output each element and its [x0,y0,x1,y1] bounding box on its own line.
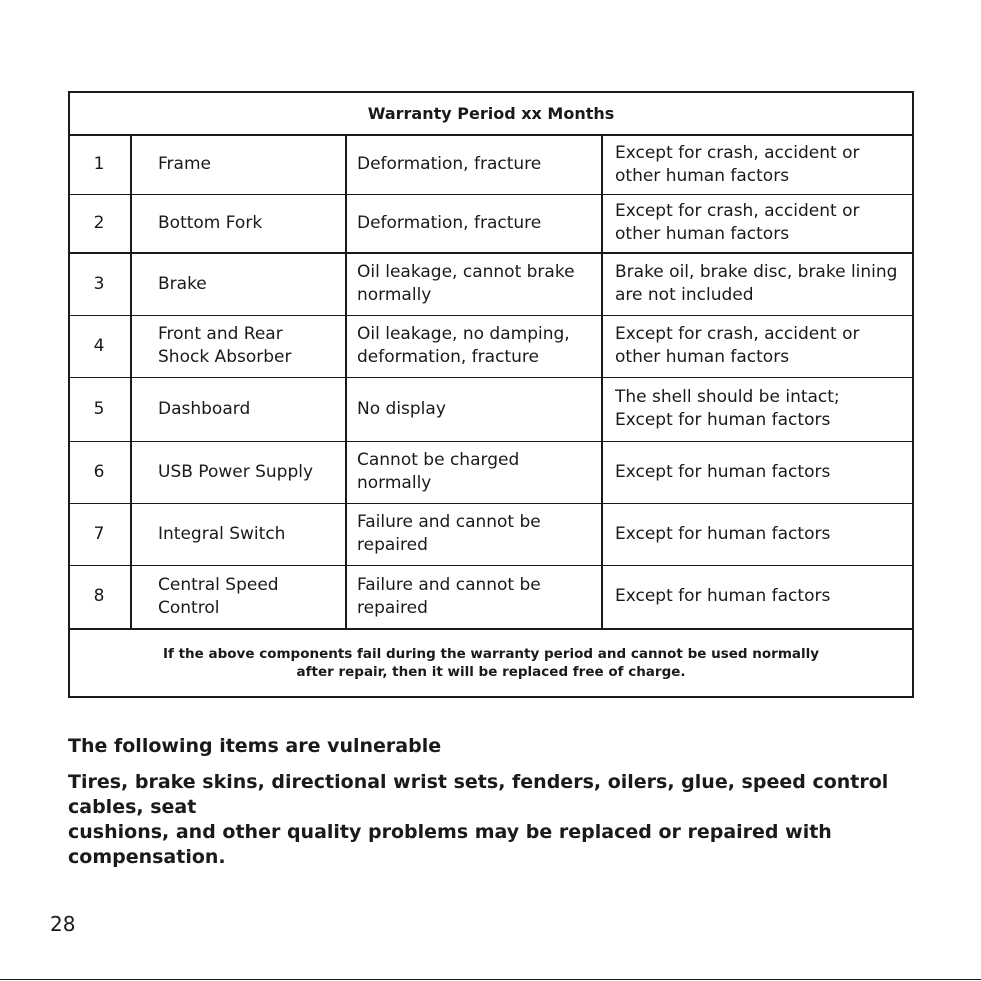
row-number: 6 [69,441,131,503]
component-name-line: Front and Rear [158,324,283,344]
fault-description-line: Deformation, fracture [357,154,542,175]
fault-description-line: normally [357,285,432,306]
row-number: 8 [69,565,131,629]
component-name-line: Central Speed [158,574,279,595]
component-name [131,315,346,377]
warranty-table [68,91,914,698]
warranty-exception [602,503,913,565]
table-row [69,377,913,441]
component-name-line: Brake [158,273,207,294]
fault-description [346,441,602,503]
fault-description-line: Failure and cannot be [357,512,541,532]
warranty-exception [602,135,913,194]
fault-description [346,253,602,315]
vulnerable-line: Tires, brake skins, directional wrist sets, fenders, oilers, glue, speed control cables, seat [68,771,889,818]
fault-description [346,135,602,194]
table-footer-row [69,629,913,697]
fault-description [346,194,602,253]
table-row [69,503,913,565]
warranty-exception-line: The shell should be intact; [615,387,840,407]
component-name [131,135,346,194]
fault-description-line: Oil leakage, cannot brake [357,262,575,283]
table-header-row [69,92,913,135]
warranty-footer-note [69,629,913,697]
row-number: 2 [69,194,131,253]
table-row [69,135,913,194]
vulnerable-line: cushions, and other quality problems may be replaced or repaired with compensation. [68,821,832,868]
warranty-title: Warranty Period xx Months [69,92,913,135]
warranty-exception-line: other human factors [615,347,790,367]
footer-line: If the above components fail during the warranty period and cannot be used normally [162,646,820,662]
warranty-exception-line: Except for human factors [615,586,831,607]
fault-description-line: Deformation, fracture [357,212,542,233]
row-number: 1 [69,135,131,194]
fault-description-line: Failure and cannot be [357,574,541,595]
warranty-exception [602,565,913,629]
row-number: 4 [69,315,131,377]
fault-description-line: repaired [357,597,428,618]
component-name [131,441,346,503]
footer-line: after repair, then it will be replaced free of charge. [296,664,686,680]
row-number: 7 [69,503,131,565]
fault-description-line: Oil leakage, no damping, [357,324,570,344]
warranty-exception-line: Brake oil, brake disc, brake lining [615,262,898,283]
warranty-exception [602,315,913,377]
warranty-exception [602,253,913,315]
component-name [131,503,346,565]
table-body [69,135,913,629]
fault-description-line: Cannot be charged [357,450,520,470]
component-name-line: Dashboard [158,398,251,419]
component-name [131,194,346,253]
warranty-exception-line: Except for crash, accident or [615,201,860,222]
warranty-exception-line: are not included [615,285,754,306]
component-name-line: Integral Switch [158,523,286,544]
warranty-exception [602,194,913,253]
warranty-exception-line: Except for human factors [615,461,831,482]
bottom-divider [0,979,981,980]
fault-description-line: No display [357,398,446,419]
vulnerable-items-title: The following items are vulnerable [68,735,442,757]
fault-description-line: deformation, fracture [357,347,539,367]
warranty-exception-line: Except for crash, accident or [615,142,860,163]
component-name [131,377,346,441]
fault-description-line: normally [357,473,432,493]
warranty-exception-line: other human factors [615,224,790,245]
fault-description [346,315,602,377]
table-row [69,194,913,253]
warranty-exception-line: Except for human factors [615,410,831,430]
fault-description [346,377,602,441]
table-row [69,565,913,629]
component-name-line: Bottom Fork [158,212,263,233]
component-name [131,253,346,315]
warranty-exception [602,441,913,503]
table-row [69,441,913,503]
row-number: 3 [69,253,131,315]
component-name-line: Control [158,597,220,618]
page-number: 28 [50,912,76,936]
component-name-line: Shock Absorber [158,347,292,367]
component-name-line: USB Power Supply [158,461,314,482]
warranty-exception-line: other human factors [615,165,790,186]
fault-description-line: repaired [357,535,428,555]
warranty-exception-line: Except for crash, accident or [615,324,860,344]
component-name [131,565,346,629]
fault-description [346,565,602,629]
warranty-exception [602,377,913,441]
table-row [69,253,913,315]
row-number: 5 [69,377,131,441]
table-row [69,315,913,377]
fault-description [346,503,602,565]
component-name-line: Frame [158,154,211,175]
warranty-exception-line: Except for human factors [615,523,831,544]
vulnerable-items-text [68,770,948,870]
